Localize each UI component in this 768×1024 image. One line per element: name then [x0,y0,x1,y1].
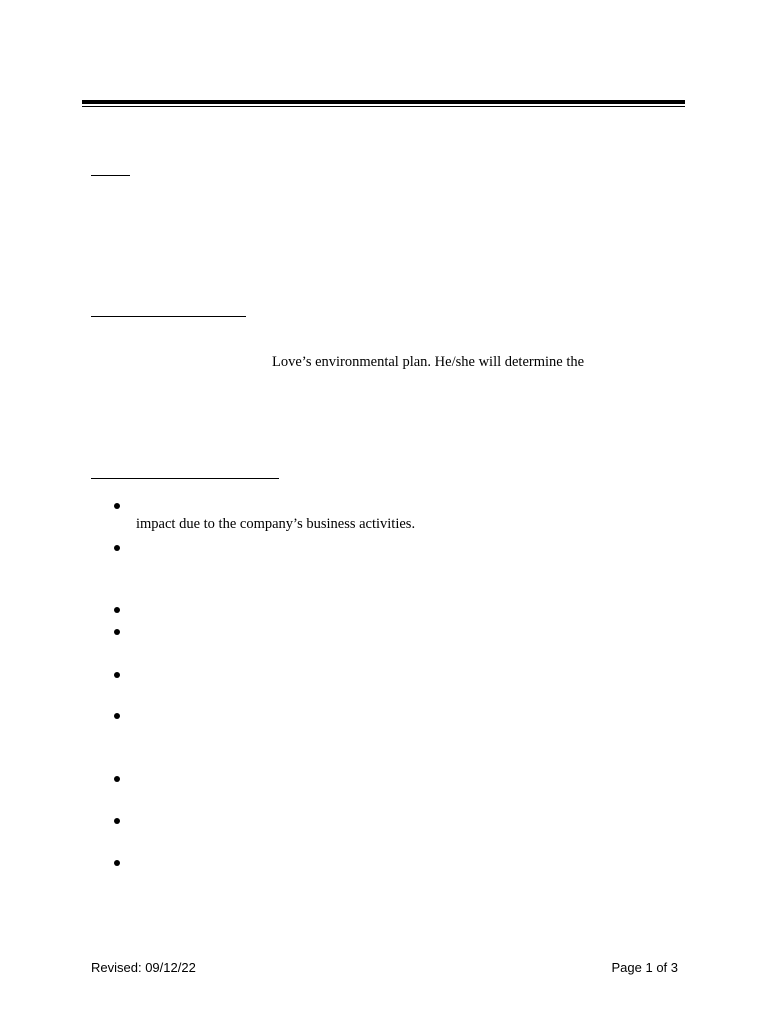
bullet-3 [114,607,120,613]
bullet-8 [114,818,120,824]
bullet-5 [114,672,120,678]
bullet-6 [114,713,120,719]
bullet-1-text: impact due to the company’s business activities. [136,516,416,532]
section-heading-underline-2 [91,316,246,317]
bullet-2 [114,545,120,551]
section-heading-underline-3 [91,478,279,479]
bullet-1 [114,503,120,509]
bullet-9 [114,860,120,866]
summary-text: Love’s environmental plan. He/she will determine the [272,354,585,370]
bullet-4 [114,629,120,635]
header-rule-thin [82,106,685,107]
page-number: Page 1 of 3 [611,960,678,975]
revised-date: Revised: 09/12/22 [91,960,196,975]
header-rule-thick [82,100,685,104]
bullet-7 [114,776,120,782]
section-heading-underline-1 [91,175,130,176]
